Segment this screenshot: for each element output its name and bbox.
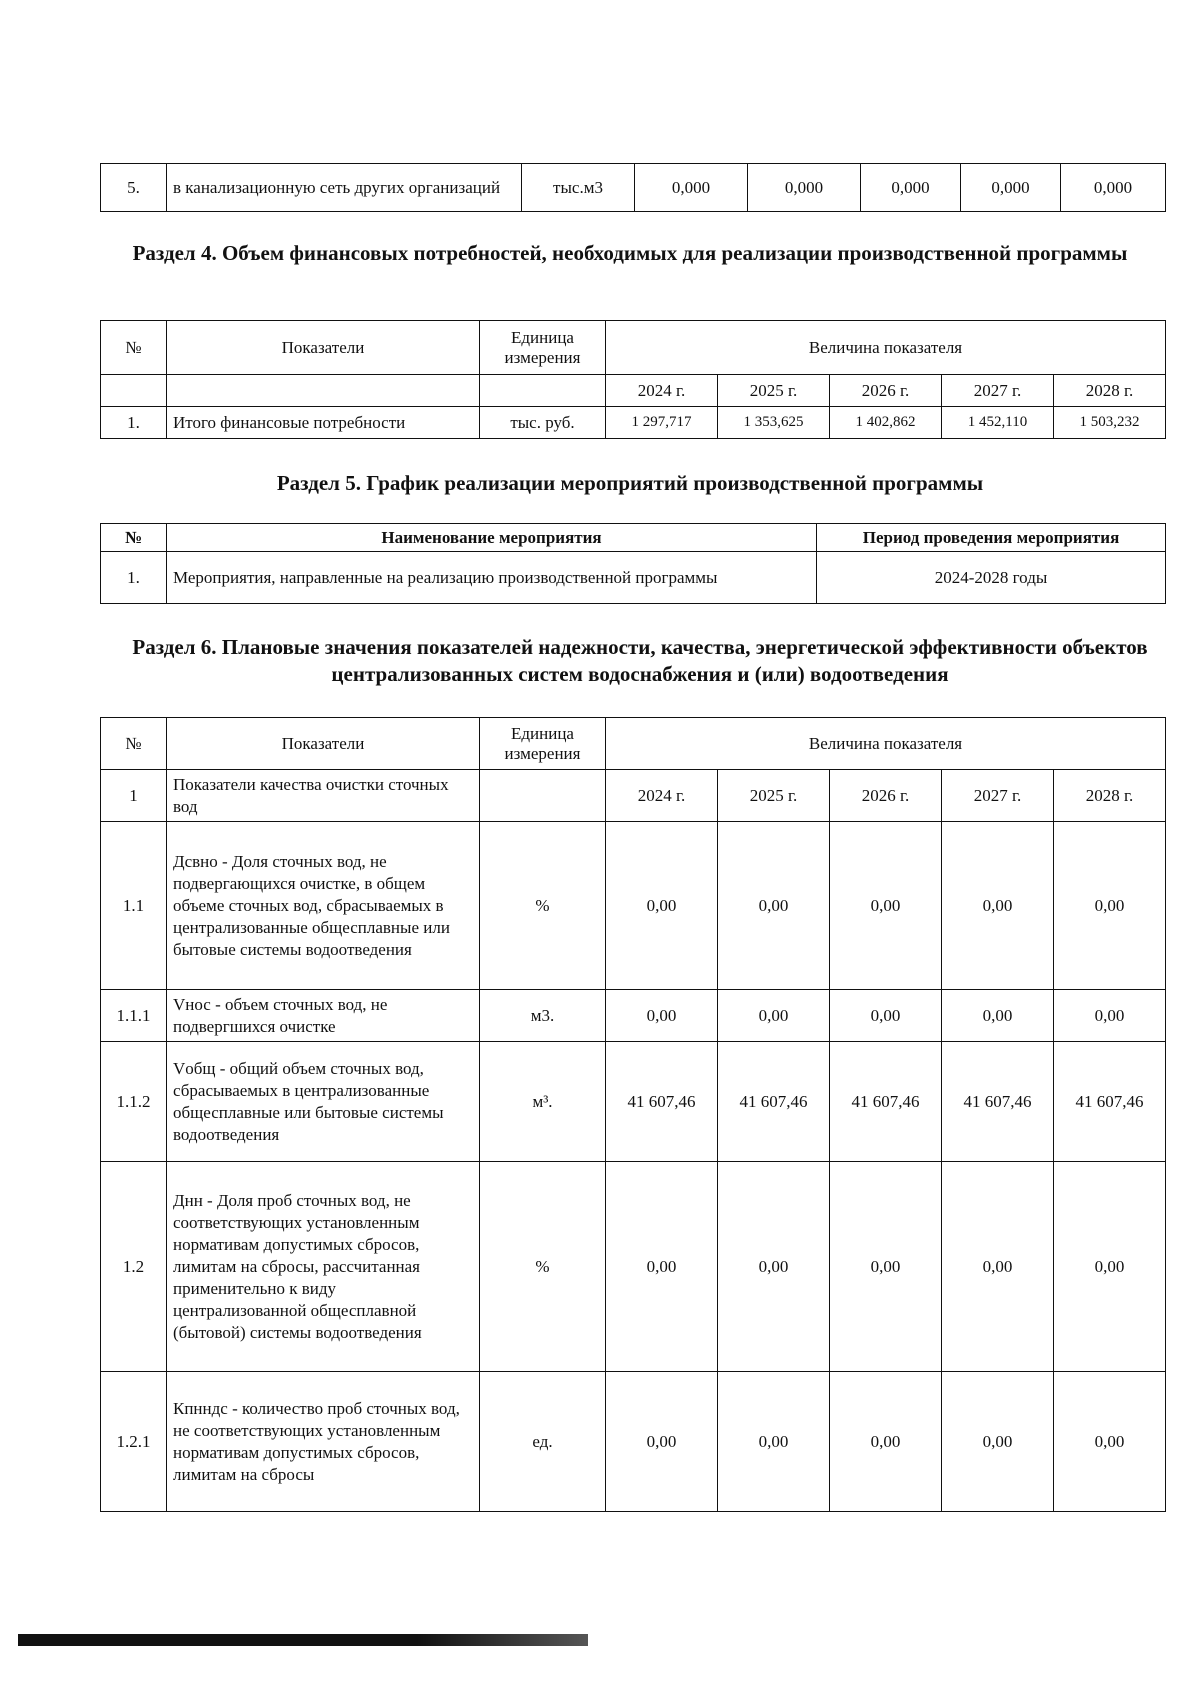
section6-row-value: 41 607,46 [830,1042,942,1162]
section6-row-name: Днн - Доля проб сточных вод, не соответствующих установленным нормативам допустимых сбросов, лимитам на сбросы, рассчитанная применительно к виду централизованной общесплавной (бытовой) системы водоотведения [167,1162,480,1372]
row5-value-2025: 0,000 [748,164,861,212]
section6-row-value: 41 607,46 [606,1042,718,1162]
section6-row-value: 0,00 [830,1372,942,1512]
section5-title: Раздел 5. График реализации мероприятий производственной программы [276,471,984,495]
section6-group-num: 1 [101,770,167,822]
section5-row-period: 2024-2028 годы [817,552,1166,604]
section4-header-unit: Единица измерения [480,321,606,375]
section6-row-num: 1.2 [101,1162,167,1372]
section6-header-value: Величина показателя [606,718,1166,770]
section4-table [100,320,1166,439]
section6-row-value: 0,00 [718,822,830,990]
section6-row-unit: % [480,822,606,990]
section5-header-period: Период проведения мероприятия [817,524,1166,552]
section4-year-2025: 2025 г. [718,375,830,407]
row5-value-2027: 0,000 [961,164,1061,212]
section6-row-name: Кпнндс - количество проб сточных вод, не соответствующих установленным нормативам допустимых сбросов, лимитам на сбросы [167,1372,480,1512]
section6-row-num: 1.1 [101,822,167,990]
section6-year-2025: 2025 г. [718,770,830,822]
section6-row-name: Vнос - объем сточных вод, не подвергшихся очистке [167,990,480,1042]
section4-row-name: Итого финансовые потребности [167,407,480,439]
table-row [101,1162,1166,1372]
section6-year-2027: 2027 г. [942,770,1054,822]
row5-num: 5. [101,164,167,212]
section6-row-name: Дсвно - Доля сточных вод, не подвергающихся очистке, в общем объеме сточных вод, сбрасываемых в централизованные общесплавные или бытовые системы водоотведения [167,822,480,990]
section6-year-2024: 2024 г. [606,770,718,822]
section4-year-2024: 2024 г. [606,375,718,407]
section6-row-value: 0,00 [830,822,942,990]
section4-empty-indicator [167,375,480,407]
row5-value-2026: 0,000 [861,164,961,212]
section6-header-indicator: Показатели [167,718,480,770]
section6-row-value: 0,00 [1054,1372,1166,1512]
section6-row-value: 0,00 [1054,1162,1166,1372]
section5-row-num: 1. [101,552,167,604]
section6-row-value: 41 607,46 [1054,1042,1166,1162]
section6-row-value: 41 607,46 [942,1042,1054,1162]
section4-year-2026: 2026 г. [830,375,942,407]
table-row [101,990,1166,1042]
scan-edge-bar [18,1634,588,1646]
section4-value-2027: 1 452,110 [942,407,1054,439]
section6-row-value: 0,00 [942,822,1054,990]
section4-value-2025: 1 353,625 [718,407,830,439]
section4-year-2027: 2027 г. [942,375,1054,407]
section6-row-value: 0,00 [718,1372,830,1512]
row5-value-2028: 0,000 [1061,164,1166,212]
section6-row-num: 1.1.2 [101,1042,167,1162]
section6-row-value: 0,00 [606,822,718,990]
section6-row-unit: ед. [480,1372,606,1512]
prev-table-row5 [100,163,1166,212]
section6-title: Раздел 6. Плановые значения показателей надежности, качества, энергетической эффективности объектов централизованных систем водоснабжения и (или) водоотведения [132,635,1148,686]
section4-row-unit: тыс. руб. [480,407,606,439]
section6-year-2028: 2028 г. [1054,770,1166,822]
section6-header-num: № [101,718,167,770]
section6-row-value: 0,00 [718,1162,830,1372]
row5-name: в канализационную сеть других организаций [167,164,522,212]
section6-group-name: Показатели качества очистки сточных вод [167,770,480,822]
table-row [101,1372,1166,1512]
section6-row-value: 0,00 [1054,990,1166,1042]
section4-value-2024: 1 297,717 [606,407,718,439]
section4-row-num: 1. [101,407,167,439]
section6-row-name: Vобщ - общий объем сточных вод, сбрасываемых в централизованные общесплавные или бытовые системы водоотведения [167,1042,480,1162]
section4-header-indicator: Показатели [167,321,480,375]
section6-row-value: 0,00 [606,1162,718,1372]
section6-row-value: 0,00 [942,1162,1054,1372]
section4-year-2028: 2028 г. [1054,375,1166,407]
section5-header-name: Наименование мероприятия [167,524,817,552]
section6-row-value: 0,00 [1054,822,1166,990]
section6-row-value: 0,00 [718,990,830,1042]
section6-row-value: 0,00 [606,1372,718,1512]
section6-row-value: 0,00 [942,1372,1054,1512]
section6-table [100,717,1166,1512]
section6-group-unit [480,770,606,822]
section4-value-2026: 1 402,862 [830,407,942,439]
section4-empty-unit [480,375,606,407]
section6-year-2026: 2026 г. [830,770,942,822]
section6-row-num: 1.2.1 [101,1372,167,1512]
section5-table [100,523,1166,604]
section6-row-num: 1.1.1 [101,990,167,1042]
section6-row-value: 0,00 [942,990,1054,1042]
section6-row-value: 41 607,46 [718,1042,830,1162]
row5-unit: тыс.м3 [522,164,635,212]
table-row [101,1042,1166,1162]
section4-header-value: Величина показателя [606,321,1166,375]
section5-row-name: Мероприятия, направленные на реализацию производственной программы [167,552,817,604]
section6-row-unit: м3. [480,990,606,1042]
section4-title: Раздел 4. Объем финансовых потребностей, необходимых для реализации производственной программы [132,241,1128,265]
section6-row-value: 0,00 [830,1162,942,1372]
section6-row-value: 0,00 [606,990,718,1042]
section4-value-2028: 1 503,232 [1054,407,1166,439]
row5-value-2024: 0,000 [635,164,748,212]
section6-row-unit: м³. [480,1042,606,1162]
section6-row-value: 0,00 [830,990,942,1042]
table-row [101,822,1166,990]
section6-header-unit: Единица измерения [480,718,606,770]
section4-empty-num [101,375,167,407]
section5-header-num: № [101,524,167,552]
section6-row-unit: % [480,1162,606,1372]
section4-header-num: № [101,321,167,375]
